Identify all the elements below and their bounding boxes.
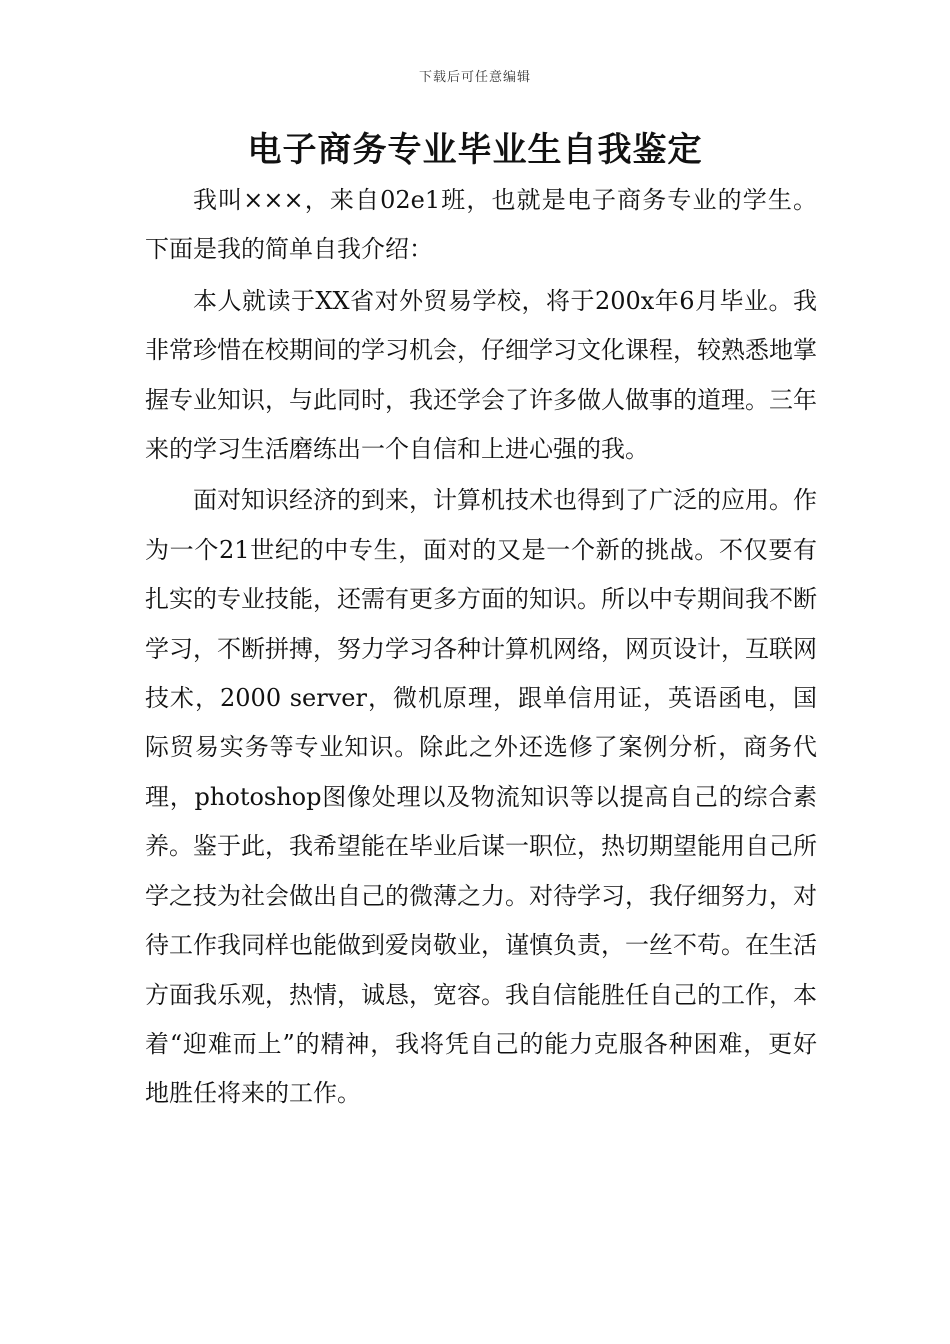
paragraph-study: 本人就读于XX省对外贸易学校，将于200x年6月毕业。我非常珍惜在校期间的学习机会，仔细学习文化课程，较熟悉地掌握专业知识，与此同时，我还学会了许多做人做事的道理。三年来的学习生活磨练出一个自信和上进心强的我。: [145, 286, 817, 464]
document-title: 电子商务专业毕业生自我鉴定: [247, 130, 703, 170]
paragraph-skills: 面对知识经济的到来，计算机技术也得到了广泛的应用。作为一个21世纪的中专生，面对的又是一个新的挑战。不仅要有扎实的专业技能，还需有更多方面的知识。所以中专期间我不断学习，不断拼搏，努力学习各种计算机网络，网页设计，互联网技术，2000 server，微机原理，跟单信用证，英语函电，国际贸易实务等专业知识。除此之外还选修了案例分析，商务代理，photoshop图像处理以及物流知识等以提高自己的综合素养。鉴于此，我希望能在毕业后谋一职位，热切期望能用自己所学之技为社会做出自己的微薄之力。对待学习，我仔细努力，对待工作我同样也能做到爱岗敬业，谨慎负责，一丝不苟。在生活方面我乐观，热情，诚恳，宽容。我自信能胜任自己的工作，本着“迎难而上”的精神，我将凭自己的能力克服各种困难，更好地胜任将来的工作。: [145, 486, 817, 1108]
document-body: [145, 176, 817, 1119]
header-note: 下载后可任意编辑: [418, 70, 531, 85]
paragraph-intro: 我叫×××，来自02e1班，也就是电子商务专业的学生。下面是我的简单自我介绍：: [145, 186, 817, 264]
